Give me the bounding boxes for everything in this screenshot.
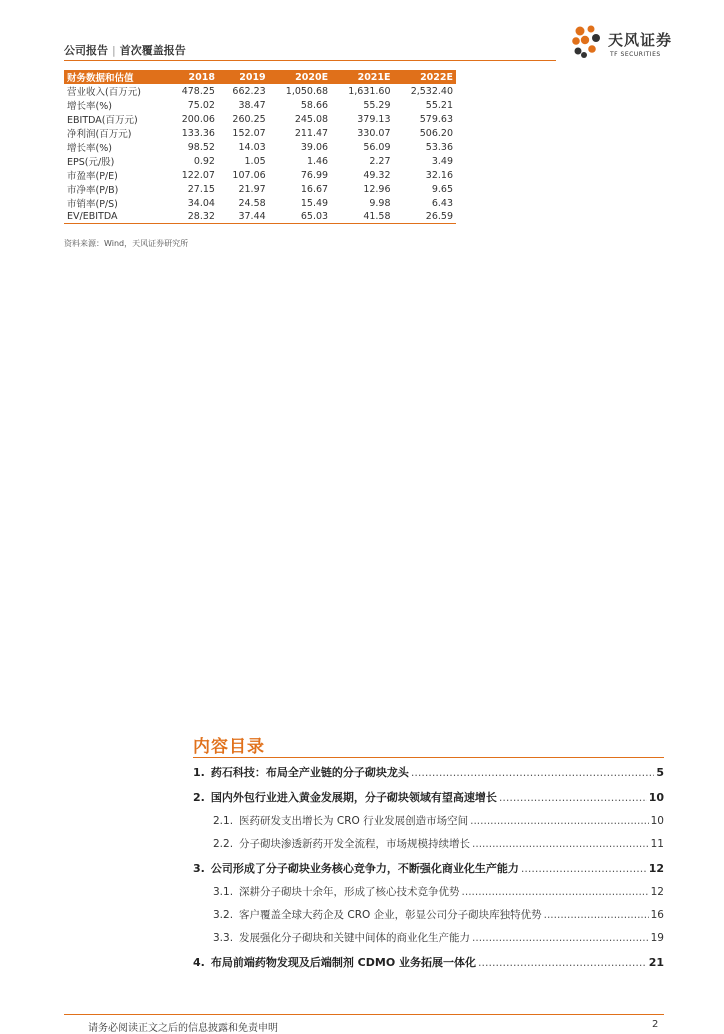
value-cell: 330.07 [357, 127, 391, 139]
table-row [64, 98, 456, 112]
value-cell: 9.98 [369, 197, 391, 209]
toc-entry-number: 2.2. [213, 838, 234, 850]
toc-entry-page: 21 [648, 956, 664, 969]
value-cell: 53.36 [425, 141, 453, 153]
table-row [64, 154, 456, 168]
toc-leader-dots [478, 950, 647, 975]
value-cell: 28.32 [167, 210, 218, 223]
row-label-cell: 营业收入(百万元) [67, 87, 141, 98]
table-row [64, 140, 456, 154]
value-cell: 2.27 [369, 155, 391, 167]
value-cell: 26.59 [394, 210, 456, 223]
value-cell: 133.36 [181, 127, 215, 139]
toc-leader-dots [499, 785, 647, 810]
toc-entry[interactable] [193, 785, 664, 810]
toc-entry-number: 3. [193, 862, 205, 875]
company-logo [570, 24, 680, 62]
row-label-cell: 增长率(%) [67, 143, 112, 154]
row-label-cell: EV/EBITDA [64, 210, 167, 223]
toc-entry-page: 19 [650, 932, 664, 944]
toc-entry-text: 国内外包行业进入黄金发展期，分子砌块领域有望高速增长 [210, 791, 497, 804]
value-cell: 12.96 [363, 183, 391, 195]
report-subtype: 首次覆盖报告 [119, 44, 186, 57]
toc-title: 内容目录 [193, 737, 265, 757]
toc-leader-dots [472, 927, 649, 950]
toc-entry[interactable] [193, 881, 664, 904]
value-cell: 98.52 [187, 141, 215, 153]
row-label-cell: 市盈率(P/E) [67, 171, 118, 182]
toc-entry-text: 布局前端药物发现及后端制剂 CDMO 业务拓展一体化 [210, 956, 477, 969]
toc-entry-text: 医药研发支出增长为 CRO 行业发展创造市场空间 [239, 815, 469, 827]
row-label-cell: 市销率(P/S) [67, 199, 118, 210]
value-cell: 506.20 [419, 127, 453, 139]
toc-entry[interactable] [193, 856, 664, 881]
toc-entry-text: 客户覆盖全球大药企及 CRO 企业，彰显公司分子砌块库独特优势 [239, 909, 542, 921]
toc-entry-page: 11 [650, 838, 664, 850]
toc-entry-page: 10 [648, 791, 664, 804]
financial-data-table [64, 70, 456, 224]
toc-leader-dots [470, 810, 649, 833]
table-row [64, 196, 456, 210]
value-cell: 260.25 [232, 113, 266, 125]
toc-entry-number: 2.1. [213, 815, 234, 827]
table-row [64, 182, 456, 196]
value-cell: 16.67 [300, 183, 329, 195]
toc-entry-number: 4. [193, 956, 205, 969]
value-cell: 49.32 [363, 169, 391, 181]
value-cell: 1,050.68 [285, 85, 329, 97]
value-cell: 478.25 [181, 85, 215, 97]
value-cell: 55.21 [425, 99, 453, 111]
value-cell: 24.58 [238, 197, 266, 209]
toc-leader-dots [521, 856, 647, 881]
value-cell: 245.08 [294, 113, 329, 125]
value-cell: 662.23 [232, 85, 266, 97]
toc-entry-text: 药石科技：布局全产业链的分子砌块龙头 [210, 766, 409, 779]
logo-flower-icon [570, 24, 604, 60]
toc-leader-dots [544, 904, 649, 927]
value-cell: 37.44 [218, 210, 269, 223]
table-header-cell: 2021E [331, 70, 393, 84]
table-header-cell: 2020E [269, 70, 331, 84]
value-cell: 27.15 [187, 183, 215, 195]
table-of-contents [193, 760, 664, 975]
logo-cn-text: 天风证券 [608, 31, 673, 49]
toc-leader-dots [411, 760, 655, 785]
toc-entry[interactable] [193, 810, 664, 833]
value-cell: 21.97 [238, 183, 266, 195]
toc-entry-text: 分子砌块渗透新药开发全流程，市场规模持续增长 [239, 838, 471, 850]
toc-entry-page: 10 [650, 815, 664, 827]
value-cell: 1.05 [244, 155, 266, 167]
toc-entry-number: 3.3. [213, 932, 234, 944]
toc-entry[interactable] [193, 904, 664, 927]
row-label-cell: EPS(元/股) [67, 157, 115, 168]
toc-entry-number: 3.1. [213, 886, 234, 898]
toc-leader-dots [472, 833, 649, 856]
toc-entry[interactable] [193, 833, 664, 856]
report-type: 公司报告 [64, 44, 108, 57]
toc-entry-page: 12 [650, 886, 664, 898]
value-cell: 56.09 [363, 141, 391, 153]
toc-entry-page: 12 [648, 862, 664, 875]
toc-entry-number: 1. [193, 766, 205, 779]
value-cell: 76.99 [300, 169, 329, 181]
table-row [64, 112, 456, 126]
row-label-cell: 市净率(P/B) [67, 185, 119, 196]
value-cell: 107.06 [232, 169, 266, 181]
toc-entry-text: 公司形成了分子砌块业务核心竞争力，不断强化商业化生产能力 [210, 862, 519, 875]
toc-rule [193, 757, 664, 758]
value-cell: 0.92 [193, 155, 215, 167]
toc-entry-number: 3.2. [213, 909, 234, 921]
table-row [64, 84, 456, 98]
value-cell: 3.49 [431, 155, 453, 167]
report-header [64, 42, 186, 58]
toc-entry[interactable] [193, 760, 664, 785]
row-label-cell: EBITDA(百万元) [67, 115, 138, 126]
value-cell: 579.63 [419, 113, 453, 125]
footer-rule [64, 1014, 664, 1015]
table-row [64, 168, 456, 182]
toc-leader-dots [462, 881, 649, 904]
value-cell: 32.16 [425, 169, 453, 181]
table-row [64, 210, 456, 223]
toc-entry-page: 5 [656, 766, 664, 779]
value-cell: 55.29 [363, 99, 391, 111]
table-row [64, 126, 456, 140]
row-label-cell: 净利润(百万元) [67, 129, 132, 140]
toc-entry-number: 2. [193, 791, 205, 804]
toc-entry-text: 发展强化分子砌块和关键中间体的商业化生产能力 [239, 932, 471, 944]
table-header-row [64, 70, 456, 84]
table-header-cell: 2019 [218, 70, 269, 84]
value-cell: 211.47 [294, 127, 329, 139]
header-rule [64, 60, 556, 61]
value-cell: 6.43 [431, 197, 453, 209]
toc-entry[interactable] [193, 927, 664, 950]
value-cell: 379.13 [357, 113, 391, 125]
logo-en-text: TF SECURITIES [610, 51, 661, 58]
value-cell: 75.02 [187, 99, 215, 111]
value-cell: 38.47 [238, 99, 266, 111]
value-cell: 9.65 [431, 183, 453, 195]
table-header-cell: 2022E [394, 70, 456, 84]
row-label-cell: 增长率(%) [67, 101, 112, 112]
toc-entry[interactable] [193, 950, 664, 975]
value-cell: 200.06 [181, 113, 215, 125]
value-cell: 1,631.60 [348, 85, 391, 97]
table-header-cell: 2018 [167, 70, 218, 84]
value-cell: 14.03 [238, 141, 266, 153]
toc-entry-page: 16 [650, 909, 664, 921]
value-cell: 2,532.40 [410, 85, 453, 97]
value-cell: 1.46 [306, 155, 329, 167]
value-cell: 58.66 [300, 99, 329, 111]
table-header-cell: 财务数据和估值 [64, 70, 167, 84]
value-cell: 65.03 [269, 210, 331, 223]
toc-entry-text: 深耕分子砌块十余年，形成了核心技术竞争优势 [239, 886, 460, 898]
header-separator: | [112, 44, 116, 57]
footer-disclaimer: 请务必阅读正文之后的信息披露和免责申明 [88, 1023, 278, 1034]
table-source-note: 资料来源：Wind，天风证券研究所 [64, 239, 189, 248]
page-number: 2 [652, 1019, 659, 1030]
value-cell: 34.04 [187, 197, 215, 209]
value-cell: 152.07 [232, 127, 266, 139]
value-cell: 41.58 [331, 210, 393, 223]
value-cell: 39.06 [300, 141, 329, 153]
value-cell: 122.07 [181, 169, 215, 181]
value-cell: 15.49 [300, 197, 329, 209]
